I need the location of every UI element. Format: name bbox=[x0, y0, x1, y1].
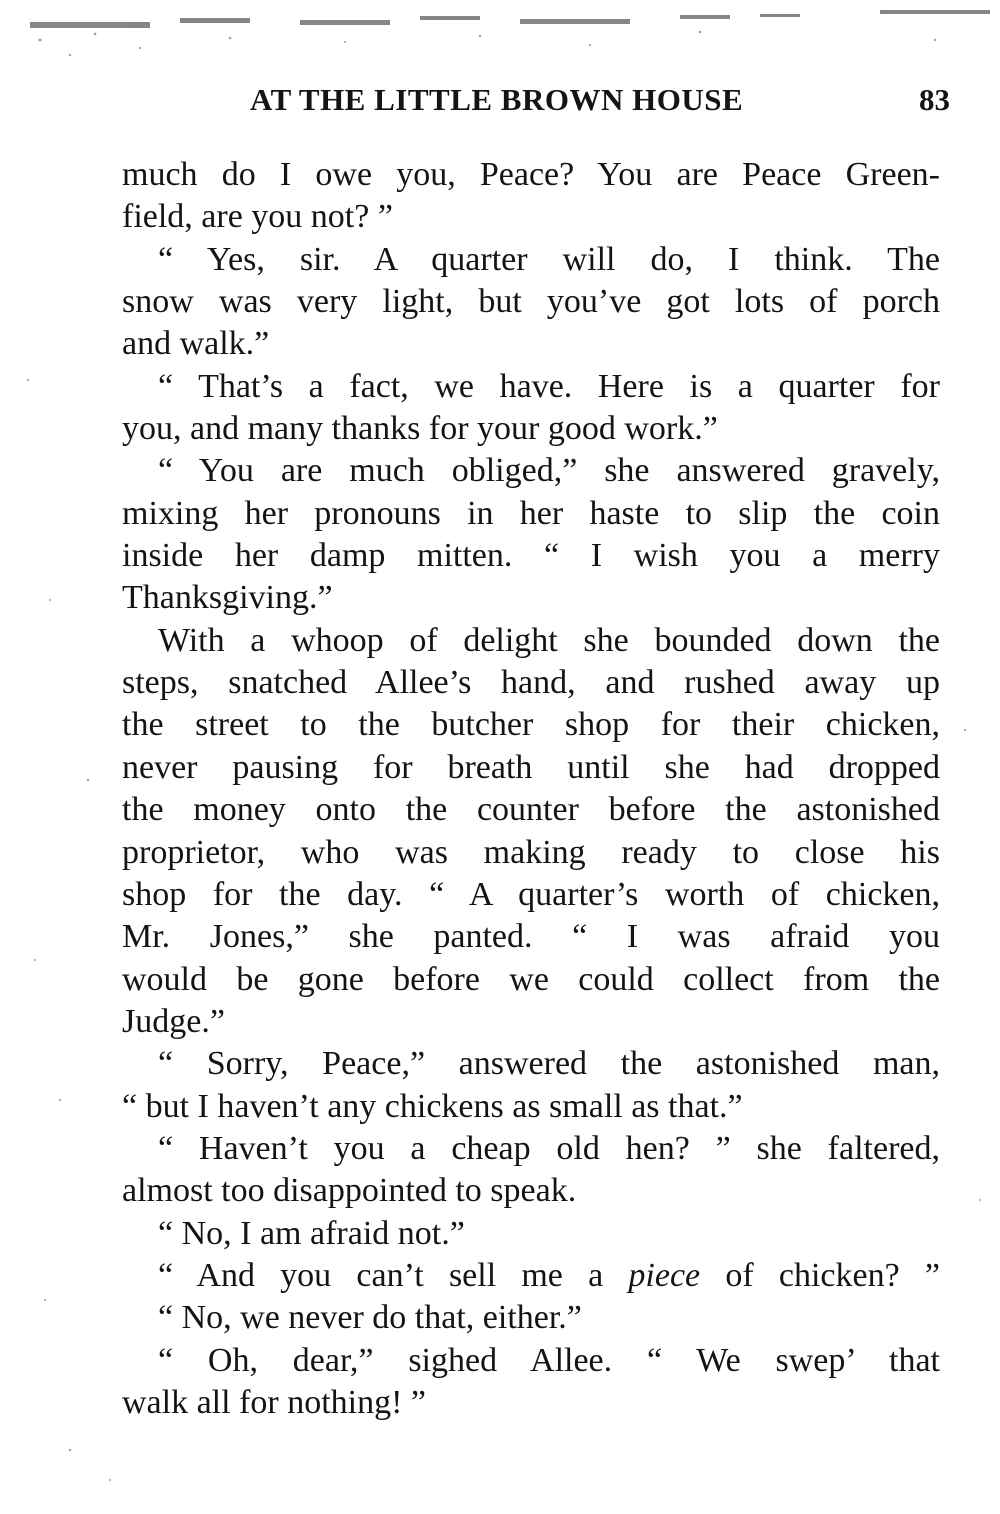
text-line: “ And you can’t sell me a piece of chicken? ” bbox=[158, 1256, 940, 1294]
text-line: snow was very light, but you’ve got lots of porch bbox=[122, 283, 940, 321]
text-line: would be gone before we could collect from the bbox=[122, 960, 940, 998]
body-text bbox=[122, 154, 940, 1424]
text-line: Thanksgiving.” bbox=[122, 579, 333, 617]
text-line: Mr. Jones,” she panted. “ I was afraid you bbox=[122, 918, 940, 956]
text-line: “ Sorry, Peace,” answered the astonished man, bbox=[158, 1045, 940, 1083]
page-number: 83 bbox=[919, 82, 950, 117]
text-line: “ but I haven’t any chickens as small as that.” bbox=[122, 1087, 743, 1125]
text-line: walk all for nothing! ” bbox=[122, 1383, 427, 1421]
text-line: mixing her pronouns in her haste to slip the coin bbox=[122, 494, 940, 532]
text-line: Judge.” bbox=[122, 1002, 225, 1040]
text-line: never pausing for breath until she had dropped bbox=[122, 748, 940, 786]
emphasis: piece bbox=[628, 1256, 701, 1294]
text-line: “ No, I am afraid not.” bbox=[158, 1214, 465, 1252]
text-line: the street to the butcher shop for their chicken, bbox=[122, 706, 940, 744]
text-line: “ Yes, sir. A quarter will do, I think. The bbox=[158, 240, 940, 278]
text-line: almost too disappointed to speak. bbox=[122, 1172, 577, 1210]
text-line: “ You are much obliged,” she answered gravely, bbox=[158, 452, 940, 490]
text-line: proprietor, who was making ready to close his bbox=[122, 833, 940, 871]
text-line: With a whoop of delight she bounded down the bbox=[158, 621, 940, 659]
text-line: much do I owe you, Peace? You are Peace Green- bbox=[122, 156, 940, 193]
text-line: “ Haven’t you a cheap old hen? ” she faltered, bbox=[158, 1129, 940, 1167]
text-line: and walk.” bbox=[122, 325, 270, 363]
text-line: “ Oh, dear,” sighed Allee. “ We swep’ that bbox=[158, 1341, 940, 1379]
running-head: AT THE LITTLE BROWN HOUSE bbox=[250, 82, 744, 117]
text-line: inside her damp mitten. “ I wish you a merry bbox=[122, 537, 940, 575]
text-line: field, are you not? ” bbox=[122, 198, 393, 236]
text-line: the money onto the counter before the astonished bbox=[122, 791, 940, 829]
text-line: “ That’s a fact, we have. Here is a quarter for bbox=[158, 367, 940, 405]
text-line: “ No, we never do that, either.” bbox=[158, 1299, 582, 1337]
text-line: shop for the day. “ A quarter’s worth of chicken, bbox=[122, 875, 940, 913]
text-line: steps, snatched Allee’s hand, and rushed away up bbox=[122, 664, 940, 702]
page-header bbox=[120, 82, 950, 122]
text-line: you, and many thanks for your good work.” bbox=[122, 410, 718, 448]
